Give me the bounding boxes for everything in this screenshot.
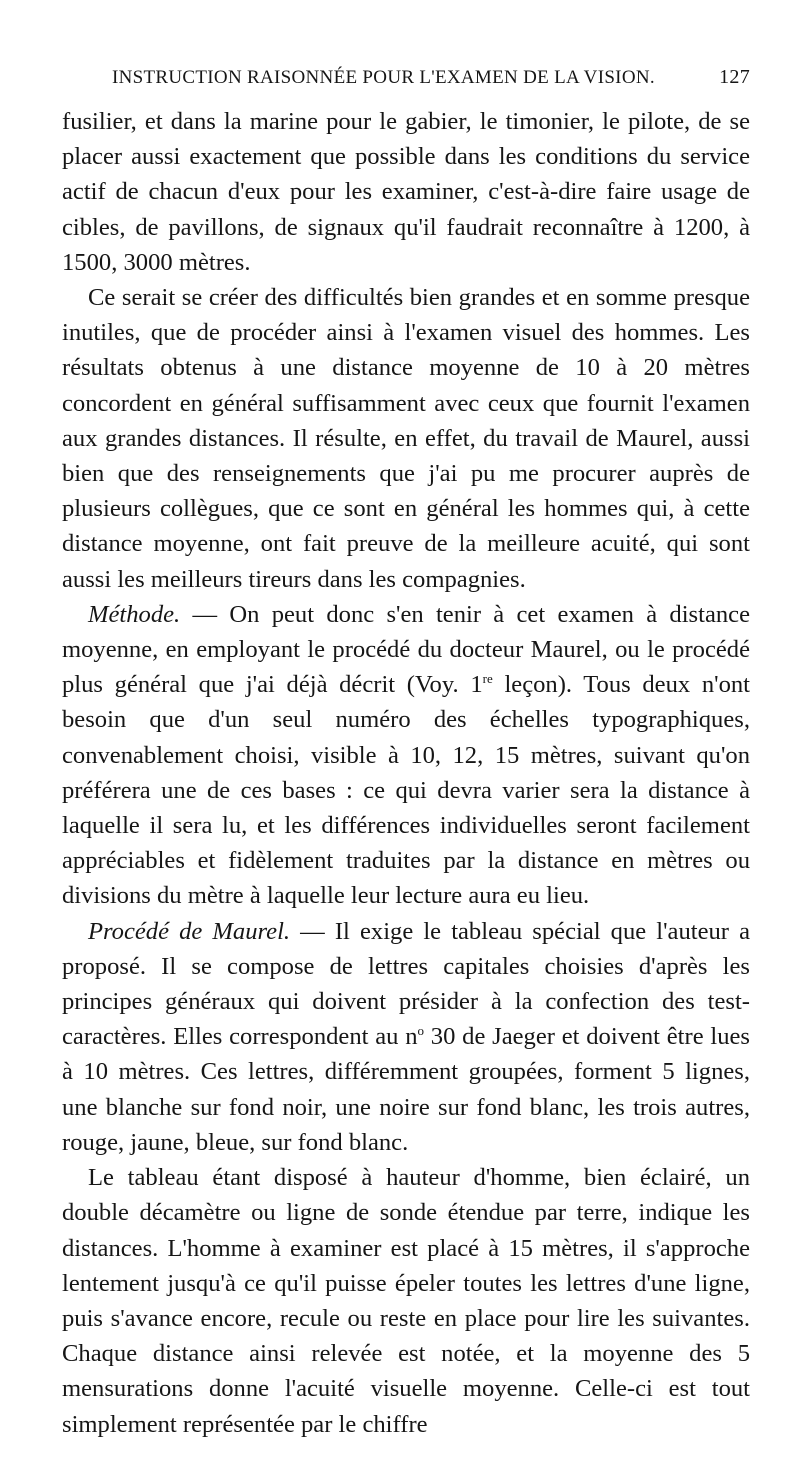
page-number: 127 (719, 66, 750, 88)
methode-text-b: leçon). Tous deux n'ont besoin que d'un seul numéro des échelles typographiques, convenablement choisi, visible à 10, 12, 15 mètres, suivant qu'on préférera une de ces bases : ce qui devra varier sera la distance à laquelle il sera lu, et les différences individuelles seront facilement appréciables et fidèlement traduites par la distance en mètres ou divisions du mètre à laquelle leur lecture aura eu lieu. (62, 671, 750, 910)
paragraph-5: Le tableau étant disposé à hauteur d'homme, bien éclairé, un double décamètre ou ligne de sonde étendue par terre, indique les distances. L'homme à examiner est placé à 15 mètres, il s'approche lentement jusqu'à ce qu'il puisse épeler toutes les lettres d'une ligne, puis s'avance encore, recule ou reste en place pour lire les suivantes. Chaque distance ainsi relevée est notée, et la moyenne des 5 mensurations donne l'acuité visuelle moyenne. Celle-ci est tout simplement représentée par le chiffre (62, 1164, 750, 1438)
methode-superscript: re (482, 671, 493, 687)
procede-text-a: — Il exige le tableau spécial que l'auteur a proposé. Il se compose de lettres capitales choisies d'après les principes généraux qui doivent présider à la confection des test-caractères. Elles correspondent au n (62, 917, 751, 1051)
paragraph-procede-maurel (62, 914, 750, 1160)
procede-text-b: 30 de Jaeger et doivent être lues à 10 mètres. Ces lettres, différemment groupées, forment 5 lignes, une blanche sur fond noir, une noire sur fond blanc, les trois autres, rouge, jaune, bleue, sur fond blanc. (62, 1023, 751, 1156)
methode-label: Méthode. (88, 600, 181, 628)
procede-superscript: o (417, 1023, 425, 1039)
running-title: INSTRUCTION RAISONNÉE POUR L'EXAMEN DE LA VISION. (112, 67, 655, 88)
running-header (62, 0, 750, 106)
body-text (62, 104, 750, 1442)
paragraph-2: Ce serait se créer des difficultés bien grandes et en somme presque inutiles, que de procéder ainsi à l'examen visuel des hommes. Les résultats obtenus à une distance moyenne de 10 à 20 mètres concordent en général suffisamment avec ceux que fournit l'examen aux grandes distances. Il résulte, en effet, du travail de Maurel, aussi bien que des renseignements que j'ai pu me procurer auprès de plusieurs collègues, que ce sont en général les hommes qui, à cette distance moyenne, ont fait preuve de la meilleure acuité, qui sont aussi les meilleurs tireurs dans les compagnies. (62, 284, 750, 593)
paragraph-methode (62, 597, 750, 914)
methode-text-a: — On peut donc s'en tenir à cet examen à distance moyenne, en employant le procédé du docteur Maurel, ou le procédé plus général que j'ai déjà décrit (Voy. 1 (62, 600, 750, 699)
procede-label: Procédé de Maurel. (88, 917, 291, 945)
paragraph-1: fusilier, et dans la marine pour le gabier, le timonier, le pilote, de se placer aussi exactement que possible dans les conditions du service actif de chacun d'eux pour les examiner, c'est-à-dire faire usage de cibles, de pavillons, de signaux qu'il faudrait reconnaître à 1200, à 1500, 3000 mètres. (62, 108, 750, 276)
